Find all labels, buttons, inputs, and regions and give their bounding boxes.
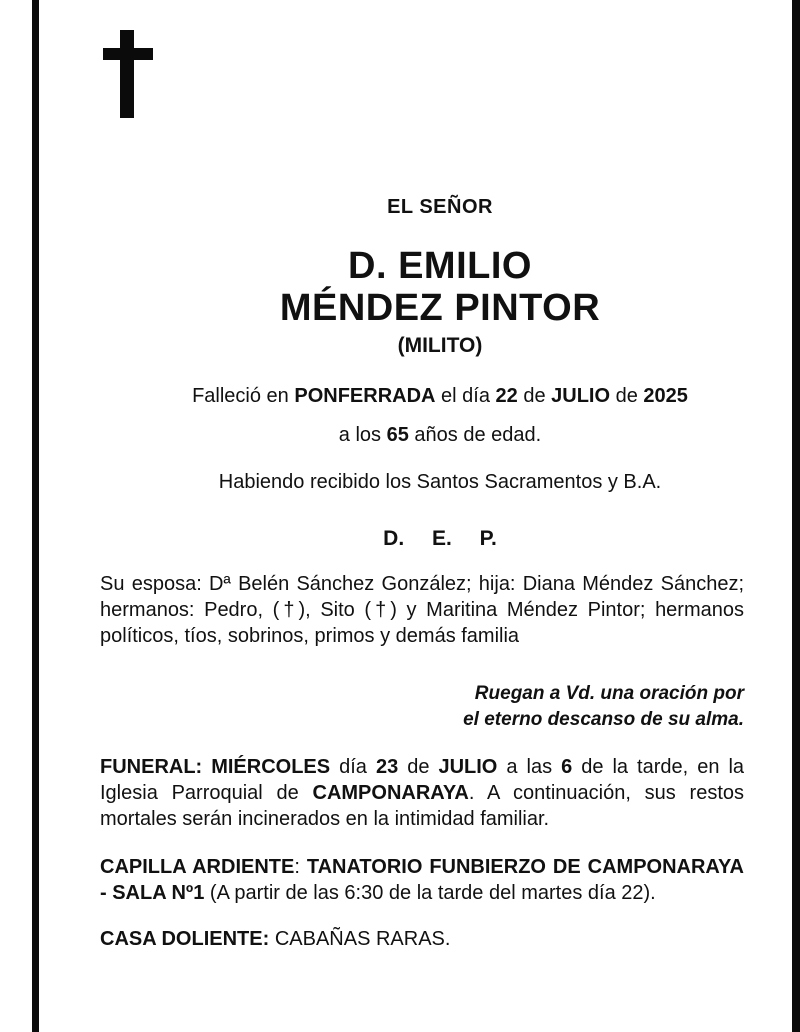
- deceased-name-line-2: MÉNDEZ PINTOR: [279, 287, 601, 329]
- text-run: 22: [495, 385, 518, 407]
- funeral-paragraph: [100, 754, 744, 832]
- prayer-request: [100, 681, 744, 733]
- family-paragraph: Su esposa: Dª Belén Sánchez González; hija: Diana Méndez Sánchez; hermanos: Pedro, (†), Sito (†) y Maritina Méndez Pintor; hermanos políticos, tíos, sobrinos, primos y demás familia: [100, 573, 744, 647]
- text-run: de: [398, 756, 439, 778]
- honorific: EL SEÑOR: [387, 196, 493, 218]
- sacraments-line: Habiendo recibido los Santos Sacramentos y B.A.: [218, 471, 662, 493]
- capilla-ardiente-paragraph: [100, 854, 744, 906]
- text-run: día: [330, 756, 376, 778]
- text-run: . A continuación, sus restos mortales serán incinerados en la intimidad familiar.: [100, 782, 744, 830]
- prayer-line-1: Ruegan a Vd. una oración por: [474, 683, 744, 704]
- left-border-rule: [32, 0, 39, 1032]
- deceased-name-line-1: D. EMILIO: [348, 245, 532, 287]
- prayer-line-2: el eterno descanso de su alma.: [463, 709, 744, 730]
- text-run: 23: [375, 756, 399, 778]
- text-run: Falleció en: [192, 385, 295, 407]
- text-run: 2025: [643, 385, 688, 407]
- header-block: [100, 0, 780, 551]
- dep-abbreviation: D. E. P.: [383, 527, 497, 550]
- text-run: años de edad.: [408, 424, 542, 446]
- text-run: TANATORIO FUNBIERZO DE CAMPONARAYA - SALA Nº1: [100, 856, 744, 904]
- casa-doliente-line: [100, 926, 744, 952]
- text-run: a las: [497, 756, 562, 778]
- text-run: CABAÑAS RARAS.: [269, 928, 451, 950]
- text-run: 6: [561, 756, 573, 778]
- text-run: de: [610, 385, 644, 407]
- text-run: de: [517, 385, 552, 407]
- text-run: CASA DOLIENTE:: [100, 928, 270, 950]
- death-date-line: [100, 386, 780, 407]
- age-line: [100, 425, 780, 446]
- text-run: el día: [435, 385, 496, 407]
- body-block: [100, 566, 744, 952]
- right-border-rule: [792, 0, 800, 1032]
- deceased-nickname: (MILITO): [397, 334, 483, 357]
- text-run: de la tarde, en la Iglesia Parroquial de: [100, 756, 745, 804]
- text-run: CAMPONARAYA: [312, 782, 469, 804]
- text-run: JULIO: [438, 756, 498, 778]
- text-run: PONFERRADA: [294, 385, 436, 407]
- text-run: a los: [338, 424, 387, 446]
- text-run: (A partir de las 6:30 de la tarde del martes día 22).: [204, 882, 656, 904]
- text-run: JULIO: [551, 385, 611, 407]
- text-run: 65: [386, 424, 409, 446]
- text-run: :: [294, 856, 307, 878]
- text-run: FUNERAL: MIÉRCOLES: [100, 756, 331, 778]
- text-run: CAPILLA ARDIENTE: [100, 856, 295, 878]
